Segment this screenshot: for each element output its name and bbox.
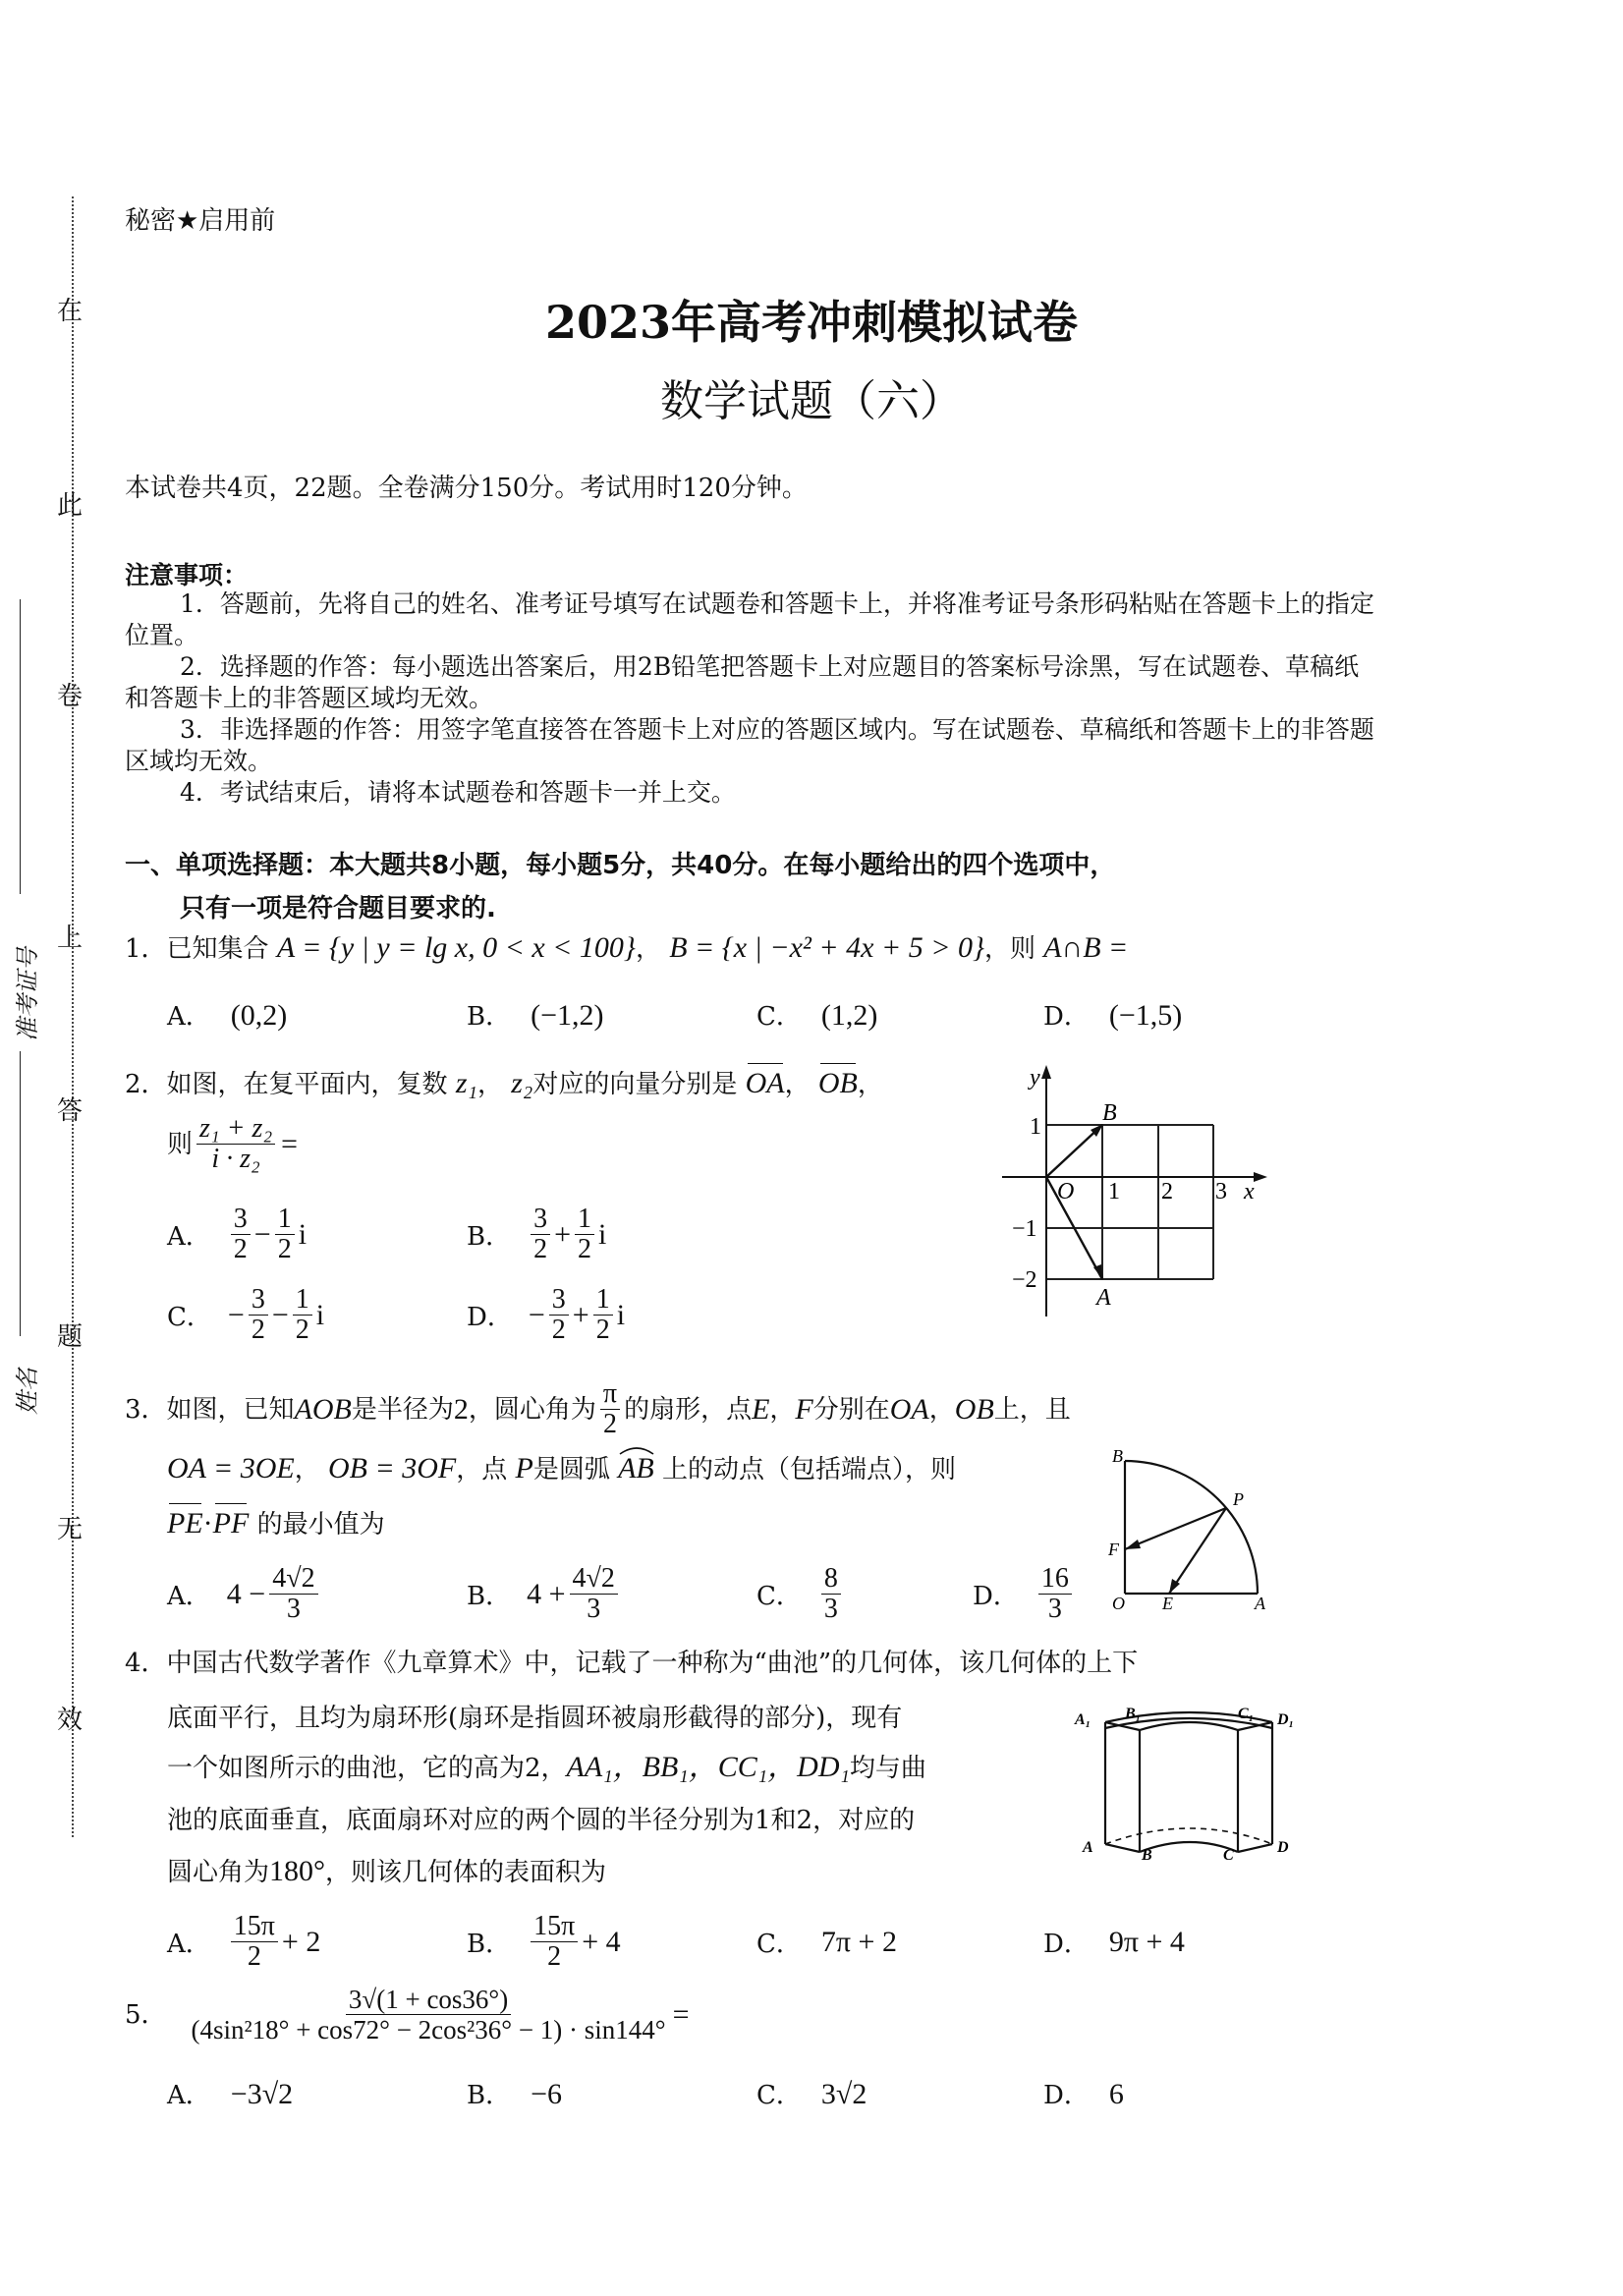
q3-vector-pf: PF: [212, 1507, 250, 1540]
q1-option-c[interactable]: [756, 996, 877, 1033]
q3-sep: ，: [294, 1455, 320, 1484]
label-o: O: [1112, 1594, 1125, 1611]
exam-title: 2023年高考冲刺模拟试卷: [544, 296, 1079, 349]
frac-den: 2: [602, 1409, 617, 1439]
frac: [570, 1564, 618, 1624]
frac: [593, 1285, 613, 1345]
option-pre: 4 +: [527, 1577, 566, 1610]
option-pre: 4 −: [226, 1577, 266, 1610]
label-a: A: [1083, 1839, 1093, 1856]
q3-vector-pe: PE: [167, 1507, 203, 1540]
frac-num: 15π: [231, 1912, 278, 1942]
frac-num: 1: [275, 1204, 295, 1235]
q3-option-b[interactable]: [467, 1564, 622, 1624]
tick-label: 3: [1215, 1179, 1227, 1204]
q4-option-a[interactable]: [167, 1912, 320, 1972]
q5-option-c[interactable]: [756, 2075, 867, 2111]
option-post: 9π + 4: [1108, 1925, 1185, 1958]
q2-option-d[interactable]: [467, 1285, 625, 1345]
option-value: −3√2: [230, 2078, 294, 2110]
label-e: E: [1162, 1594, 1173, 1611]
exam-no-label: 准考证号: [14, 947, 41, 1041]
frac-den: 2: [578, 1234, 592, 1264]
option-value: (0,2): [230, 999, 288, 1032]
label-a1: A₁: [1075, 1711, 1091, 1728]
option-label: B．: [467, 1582, 512, 1611]
frac-den: 2: [595, 1315, 610, 1345]
option-value: (−1,5): [1108, 999, 1183, 1032]
q3-sep: ，: [928, 1394, 955, 1425]
q3-text: 如图，已知: [166, 1394, 295, 1425]
option-label: A．: [167, 2081, 211, 2110]
frac-den: 2: [551, 1315, 566, 1345]
label-b1: B₁: [1125, 1706, 1142, 1722]
frac-num: π: [600, 1379, 620, 1410]
q4-line5: [167, 1855, 606, 1889]
tick-label: 1: [1108, 1179, 1120, 1204]
label-p: P: [1233, 1489, 1244, 1509]
q2-sep: ，: [784, 1070, 811, 1099]
frac: [549, 1285, 569, 1345]
q3-text: 是半径为: [351, 1394, 454, 1425]
option-value: 6: [1108, 2078, 1124, 2110]
question-4: [125, 1647, 1138, 1680]
q3-sector: AOB: [294, 1392, 352, 1426]
q2-fraction: [196, 1114, 275, 1174]
q4-angle: 180°: [269, 1855, 326, 1887]
q3-option-a[interactable]: [167, 1564, 322, 1624]
option-label: C．: [756, 1930, 802, 1959]
question-1: [125, 931, 1128, 966]
margin-char: 此: [57, 491, 84, 521]
q2-option-a[interactable]: [167, 1204, 307, 1264]
q3-cond-2: OB = 3OF: [327, 1452, 457, 1484]
label-d: D: [1277, 1839, 1289, 1856]
q3-point-p: P: [515, 1452, 533, 1484]
option-label: C．: [756, 2081, 802, 2110]
option-label: A．: [167, 1222, 211, 1252]
option-value: (1,2): [820, 999, 878, 1032]
margin-char: 上: [57, 924, 84, 953]
notice-item: 位置。: [125, 621, 199, 649]
point-b-label: B: [1102, 1100, 1117, 1126]
q1-text: ，则: [983, 934, 1035, 964]
q1-option-d[interactable]: [1043, 996, 1182, 1033]
frac-den: 2: [233, 1234, 248, 1264]
option-label: C．: [756, 1582, 802, 1611]
frac-num: 1: [575, 1204, 594, 1235]
margin-char: 答: [57, 1096, 84, 1126]
frac-num: 3√(1 + cos36°): [346, 1985, 511, 2015]
option-post: 7π + 2: [820, 1925, 897, 1958]
option-label: A．: [167, 1582, 211, 1611]
frac-den: i · z₂: [211, 1144, 260, 1174]
notice-item: 和答题卡上的非答题区域均无效。: [125, 684, 494, 712]
q3-arc-ab: [618, 1452, 654, 1485]
q5-option-a[interactable]: [167, 2075, 293, 2111]
frac-den: 3: [823, 1594, 838, 1624]
q3-text: 是圆弧: [532, 1455, 610, 1484]
binding-dotted-line: [72, 196, 74, 1837]
exam-no-line-top: [20, 599, 21, 894]
label-b: B: [1142, 1847, 1152, 1862]
label-a: A: [1255, 1594, 1265, 1611]
frac-num: 15π: [531, 1912, 578, 1942]
q3-number: 3．: [125, 1394, 167, 1425]
q3-text: 上，且: [993, 1394, 1071, 1425]
name-label: 姓名: [14, 1368, 41, 1415]
notice-item: 1．答题前，先将自己的姓名、准考证号填写在试题卷和答题卡上，并将准考证号条形码粘贴在答题卡上的指定: [180, 589, 1374, 618]
point-a-label: A: [1096, 1285, 1111, 1311]
q2-number: 2．: [125, 1070, 167, 1099]
option-op: +: [572, 1298, 589, 1331]
q4-text: 均与曲: [849, 1754, 926, 1783]
q4-number: 4．: [125, 1649, 167, 1678]
frac: [531, 1204, 550, 1264]
frac-den: 2: [295, 1315, 309, 1345]
q2-sep: ，: [857, 1070, 883, 1099]
notice-item: 4．考试结束后，请将本试题卷和答题卡一并上交。: [180, 778, 736, 807]
frac-den: 2: [247, 1941, 261, 1972]
q1-number: 1．: [125, 934, 167, 964]
q4-option-d[interactable]: [1043, 1924, 1185, 1960]
q3-dot: ·: [202, 1507, 213, 1540]
margin-char: 无: [57, 1515, 84, 1544]
q2-eq: =: [279, 1127, 300, 1160]
frac-den: 3: [286, 1594, 301, 1624]
label-c: C: [1223, 1847, 1234, 1862]
frac-num: 4√2: [570, 1564, 618, 1595]
frac-num: 1: [293, 1285, 312, 1316]
option-unit: i: [598, 1217, 607, 1251]
option-op: −: [271, 1298, 289, 1331]
q4-text: ，则该几何体的表面积为: [325, 1858, 607, 1887]
name-line: [20, 1051, 21, 1336]
q4-curved-pool-figure: [1071, 1705, 1307, 1862]
q3-radius: 2: [453, 1392, 469, 1426]
q5-option-d[interactable]: [1043, 2075, 1124, 2111]
q4-text: 中国古代数学著作《九章算术》中，记载了一种称为“曲池”的几何体，该几何体的上下: [166, 1649, 1139, 1678]
exam-subtitle: 数学试题（六）: [660, 376, 963, 426]
tick-label: −1: [1012, 1216, 1037, 1242]
q3-option-d[interactable]: [973, 1564, 1076, 1624]
q3-text: ，圆心角为: [468, 1394, 596, 1425]
q2-then: 则: [167, 1129, 194, 1159]
q1-option-b[interactable]: [467, 996, 604, 1033]
q5-eq: =: [672, 1997, 690, 2031]
frac-num: 8: [821, 1564, 841, 1595]
option-label: A．: [167, 1002, 211, 1032]
q1-set-b: B = {x | −x² + 4x + 5 > 0}: [669, 931, 984, 964]
question-2: [125, 1067, 883, 1101]
frac: [531, 1912, 578, 1972]
frac: [275, 1204, 295, 1264]
frac: [821, 1564, 841, 1624]
q2-option-c[interactable]: [167, 1285, 324, 1345]
option-op: +: [554, 1217, 572, 1251]
section-heading-cont: 只有一项是符合题目要求的.: [180, 894, 496, 924]
frac-num: 3: [249, 1285, 268, 1316]
q2-expression: [167, 1114, 299, 1174]
frac-den: 2: [533, 1234, 548, 1264]
option-label: B．: [467, 1002, 512, 1032]
q2-option-b[interactable]: [467, 1204, 606, 1264]
q3-text: 分别在: [812, 1394, 890, 1425]
q1-expr: A∩B =: [1043, 931, 1129, 964]
option-label: C．: [167, 1303, 212, 1332]
frac: [1038, 1564, 1072, 1624]
option-unit: i: [315, 1298, 325, 1331]
q2-sep: ，: [476, 1070, 503, 1099]
frac-num: 16: [1038, 1564, 1072, 1595]
frac-num: z₁ + z₂: [196, 1114, 275, 1145]
q5-fraction: [189, 1985, 669, 2044]
option-label: B．: [467, 2081, 512, 2110]
tick-label: −2: [1012, 1267, 1037, 1293]
q3-point-e: E: [752, 1392, 770, 1426]
option-label: B．: [467, 1222, 512, 1252]
notice-title: 注意事项：: [125, 561, 249, 589]
q4-text: 一个如图所示的曲池，它的高为2，: [167, 1754, 567, 1783]
q3-sector-figure: [1100, 1444, 1277, 1611]
q4-edges: AA₁，BB₁，CC₁，DD₁: [566, 1751, 850, 1783]
q2-text: 如图，在复平面内，复数: [166, 1070, 448, 1099]
option-label: B．: [467, 1930, 512, 1959]
notice-item: 3．非选择题的作答：用签字笔直接答在答题卡上对应的答题区域内。写在试题卷、草稿纸和答题卡上的非答题: [180, 715, 1374, 744]
tick-label: 1: [1030, 1114, 1041, 1140]
margin-char: 题: [57, 1322, 84, 1352]
q4-line3: [167, 1751, 926, 1785]
frac: [249, 1285, 268, 1345]
frac-den: 2: [251, 1315, 265, 1345]
option-op: −: [253, 1217, 271, 1251]
notice-item: 区域均无效。: [125, 747, 273, 775]
q2-text: 对应的向量分别是: [532, 1070, 738, 1099]
q4-line2: 底面平行，且均为扇环形(扇环是指圆环被扇形截得的部分)，现有: [167, 1704, 903, 1733]
frac: [575, 1204, 594, 1264]
q2-z2: z₂: [511, 1067, 533, 1099]
option-unit: i: [616, 1298, 626, 1331]
q3-point-f: F: [795, 1392, 813, 1426]
q1-sep: ，: [635, 934, 661, 964]
frac-den: 2: [547, 1941, 562, 1972]
option-sign: −: [227, 1298, 245, 1331]
option-label: D．: [1043, 1930, 1090, 1959]
notice-item: 2．选择题的作答：每小题选出答案后，用2B铅笔把答题卡上对应题目的答案标号涂黑，写在试题卷、草稿纸: [180, 652, 1360, 681]
q5-option-b[interactable]: [467, 2075, 562, 2111]
secret-mark: 秘密★启用前: [125, 206, 276, 236]
option-unit: i: [298, 1217, 308, 1251]
option-post: + 4: [582, 1925, 621, 1958]
q1-set-a: A = {y | y = lg x, 0 < x < 100}: [276, 931, 636, 964]
label-b: B: [1112, 1446, 1123, 1466]
option-value: −6: [531, 2078, 563, 2110]
q3-text: 上的动点（包括端点），则: [662, 1455, 957, 1484]
option-label: D．: [467, 1303, 513, 1332]
frac-den: 3: [1047, 1594, 1062, 1624]
arc-mark-icon: [618, 1444, 655, 1456]
question-3-line3: [167, 1507, 385, 1541]
q3-text: 的最小值为: [256, 1510, 385, 1540]
option-value: 3√2: [820, 2078, 867, 2110]
frac-den: 2: [277, 1234, 292, 1264]
frac-num: 4√2: [269, 1564, 317, 1595]
q3-angle-frac: [600, 1379, 620, 1439]
origin-label: O: [1057, 1179, 1075, 1204]
section-heading: 一、单项选择题：本大题共8小题，每小题5分，共40分。在每小题给出的四个选项中，: [125, 851, 1116, 880]
q3-seg-oa: OA: [889, 1392, 929, 1426]
q1-text: 已知集合: [166, 934, 269, 964]
q3-seg-ob: OB: [954, 1392, 994, 1426]
option-post: + 2: [281, 1925, 321, 1958]
margin-char: 效: [57, 1706, 84, 1735]
frac: [293, 1285, 312, 1345]
margin-char: 在: [57, 297, 84, 326]
frac: [231, 1204, 251, 1264]
option-label: D．: [1043, 2081, 1090, 2110]
arc-label: AB: [618, 1452, 654, 1484]
q5-number: 5．: [125, 1999, 167, 2030]
option-label: A．: [167, 1930, 211, 1959]
axis-y-label: y: [1030, 1065, 1040, 1091]
option-label: C．: [756, 1002, 802, 1032]
q3-sep: ，: [769, 1394, 796, 1425]
option-sign: −: [528, 1298, 545, 1331]
frac: [231, 1912, 278, 1972]
label-c1: C₁: [1238, 1706, 1255, 1722]
q1-option-a[interactable]: [167, 996, 287, 1033]
q4-option-b[interactable]: [467, 1912, 621, 1972]
q2-vector-ob: OB: [817, 1067, 858, 1099]
frac-den: 3: [587, 1594, 601, 1624]
option-label: D．: [973, 1582, 1019, 1611]
frac-den: (4sin²18° + cos72° − 2cos²36° − 1) · sin144°: [191, 2015, 666, 2044]
label-f: F: [1108, 1540, 1119, 1559]
exam-info: 本试卷共4页，22题。全卷满分150分。考试用时120分钟。: [125, 474, 808, 503]
question-3-line2: [167, 1452, 956, 1486]
tick-label: 2: [1161, 1179, 1173, 1204]
q2-complex-plane-figure: [992, 1061, 1277, 1326]
question-5: [125, 1985, 690, 2044]
q2-z1: z₁: [455, 1067, 477, 1099]
q3-cond-1: OA = 3OE: [167, 1452, 295, 1484]
q3-text: 的扇形，点: [624, 1394, 753, 1425]
frac-num: 1: [593, 1285, 613, 1316]
q3-option-c[interactable]: [756, 1564, 845, 1624]
margin-char: 卷: [57, 682, 84, 711]
q3-text: ，点: [456, 1455, 508, 1484]
q4-text: 圆心角为: [167, 1858, 270, 1887]
frac: [269, 1564, 317, 1624]
q2-vector-oa: OA: [745, 1067, 785, 1099]
q4-line4: 池的底面垂直，底面扇环对应的两个圆的半径分别为1和2，对应的: [167, 1806, 916, 1835]
option-label: D．: [1043, 1002, 1090, 1032]
frac-num: 3: [231, 1204, 251, 1235]
option-value: (−1,2): [531, 999, 604, 1032]
frac-num: 3: [531, 1204, 550, 1235]
label-d1: D₁: [1277, 1711, 1295, 1728]
frac-num: 3: [549, 1285, 569, 1316]
q4-option-c[interactable]: [756, 1924, 897, 1960]
question-3: [125, 1379, 1071, 1439]
axis-x-label: x: [1244, 1179, 1255, 1204]
